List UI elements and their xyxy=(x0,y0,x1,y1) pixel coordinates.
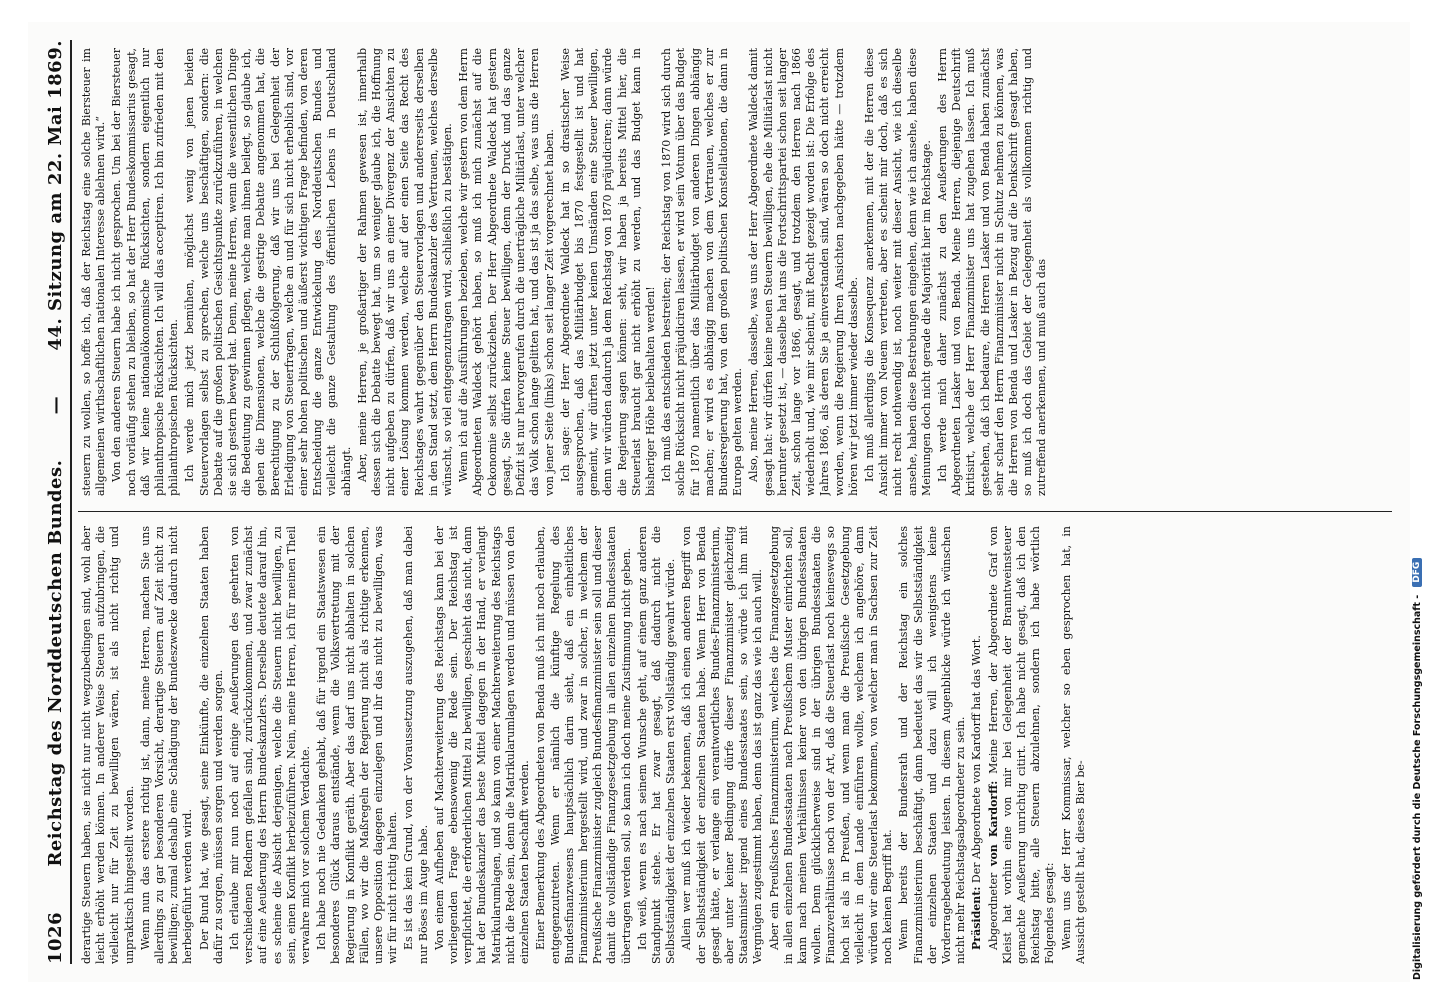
right-paragraph: Ich werde mich jetzt bemühen, möglichst wenig von jenen beiden Steuervorlagen selbst zu sprechen, welche uns beschäftigen, sondern: die Debatte auf die großen politischen Gesichtspunkte zurückzuführen, in welchen sie sich gestern bewegt hat. Denn, meine Herren, wenn die wesentlichen Dinge die Bedeutung zu gewinnen pflegen, welche man ihnen beilegt, so glaube ich, gehen die Dimensionen, welche die gestrige Debatte angenommen hat, die Berechtigung zu der Schlußfolgerung, daß wir uns bei Gelegenheit der Erledigung von Steuerfragen, welche an und für sich nicht erheblich sind, vor einer sehr hohen politischen und äußerst wichtigen Frage befinden, von deren Entscheidung die ganze Entwickelung des Norddeutschen Bundes und vielleicht die ganze Gestaltung des öffentlichen Lebens in Deutschland abhängt. xyxy=(183,48,353,496)
left-paragraph: Von einem Aufheben auf Machterweiterung des Reichstags kann bei der vorliegenden Frage ebensowenig die Rede sein. Der Reichstag ist verpflichtet, die erforderlichen Mittel zu bewilligen, geschieht das nicht, dann hat der Bundeskanzler das beste Mittel dagegen in der Hand, er verlangt Matrikularumlagen, und so kann von einer Machterweiterung des Reichstags nicht die Rede sein, denn die Matrikularumlagen werden und müssen von den einzelnen Staaten beschafft werden. xyxy=(432,526,532,964)
scanned-page xyxy=(28,22,1410,982)
right-paragraph: Aber, meine Herren, je großartiger der Rahmen gewesen ist, innerhalb dessen sich die Debatte bewegt hat, um so weniger glaube ich, die Hoffnung nicht aufgeben zu dürfen, daß wir uns an einer Divergenz der Ansichten zu einer Lösung kommen werden, welche auf der einen Seite das Recht des Reichstages wahrt gegenüber den Steuervorlagen und andererseits derselben in den Stand setzt, dem Herrn Bundeskanzler des Vertrauen, welches derselbe wünscht, so viel entgegenzutragen wird, schließlich zu bestätigen. xyxy=(355,48,455,496)
digitization-credit-text xyxy=(1410,20,1424,980)
president-text: Der Abgeordnete von Kardorff hat das Wort. xyxy=(970,635,984,884)
left-paragraph: derartige Steuern haben, sie nicht nur nicht wegzubedingen sind, wohl aber leicht erhöht werden können. In anderer Weise Steuern aufzubringen, die vielleicht nur für Zeit zu bewilligen wären, ist als nicht richtig und unpraktisch hingestellt worden. xyxy=(80,526,136,964)
left-closing-paragraph: Wenn uns der Herr Kommissar, welcher so eben gesprochen hat, in Aussicht gestellt hat, dieses Bier be- xyxy=(1059,526,1087,964)
right-paragraph: Von den anderen Steuern habe ich nicht gesprochen. Um bei der Biersteuer noch vorläufig stehen zu bleiben, so hat der Herr Bundeskommissarius gesagt, daß wir keine nationalökonomische Rücksichten, sondern eigentlich nur philanthropische Rücksichten. Ich will das acceptiren. Ich bin zufrieden mit den philanthropischen Rücksichten. xyxy=(110,48,181,496)
digitization-credit xyxy=(1410,20,1424,980)
left-paragraph: Ich erlaube mir nun noch auf einige Aeußerungen des geehrten von verschiedenen Rednern gefallen sind, zurückzukommen, und zwar zunächst auf eine Aeußerung des Herrn Bundeskanzlers. Derselbe deutete darauf hin, es scheine die Absicht derjenigen, welche die Steuern nicht bewilligen, zu sein, einen Konflikt herbeizuführen. Nein, meine Herren, ich für meinen Theil verwahre mich vor solchem Verdachte. xyxy=(228,526,313,964)
right-paragraph: steuern zu wollen, so hoffe ich, daß der Reichstag eine solche Biersteuer im allgemeinen wirthschaftlichen nationalen Interesse ablehnen wird.“ xyxy=(80,48,108,496)
left-paragraph: Der Bund hat, wie gesagt, seine Einkünfte, die einzelnen Staaten haben dafür zu sorgen, müssen sorgen und werden sorgen. xyxy=(197,526,225,964)
credit-text: Digitalisierung gefördert durch die Deutsche Forschungsgemeinschaft - xyxy=(1411,594,1423,980)
right-paragraph: Wenn ich auf die Ausführungen bezieben, welche wir gestern von dem Herrn Abgeordneten Waldeck gehört haben, so muß ich mich zunächst auf die Oekonomie selbst zurückziehen. Der Herr Abgeordnete Waldeck hat gestern gesagt, Sie dürfen keine Steuer bewilligen, denn der Druck und das ganze Defizit ist nur hervorgerufen durch die unerträgliche Militärlast, unter welcher das Volk schon lange gelitten hat, und das ist ja das selbe, was uns die Herren von jener Seite (links) schon seit langer Zeit vorgerechnet haben. xyxy=(457,48,556,496)
left-paragraph: Einer Bemerkung des Abgeordneten von Benda muß ich mit noch erlauben, entgegenzutreten. Wenn er nämlich die künftige Regelung des Bundesfinanzwesens hauptsächlich darin sieht, daß ein einheitliches Finanzministerium hergestellt wird, und zwar in solcher, in welchem der Preußische Finanzminister zugleich Bundesfinanzminister sein soll und dieser damit die vollständige Finanzgesetzgebung in allen einzelnen Bundesstaaten übertragen werden soll, so kann ich doch meine Zustimmung nicht geben. xyxy=(534,526,633,964)
right-paragraph: Ich sage: der Herr Abgeordnete Waldeck hat in so drastischer Weise ausgesprochen, daß das Militärbudget bis 1870 festgestellt ist und hat gemeint, wir dürften jetzt unter keinen Umständen eine Steuer bewilligen, denn wir würden dadurch ja dem Reichstag von 1870 präjudiciren; dann würde die Regierung sagen können: seht, wir haben ja bereits Mittel hier, die Steuerlast braucht gar nicht erhöht zu werden, und das Budget kann in bisheriger Höhe beibehalten werden! xyxy=(558,48,657,496)
right-paragraph: Also, meine Herren, dasselbe, was uns der Herr Abgeordnete Waldeck damit gesagt hat: wir dürfen keine neuen Steuern bewilligen, ehe die Militärlast nicht herunter gesetzt ist, — dasselbe hat uns die Fortschrittspartei schon seit langer Zeit, schon lange vor 1866, gesagt, und trotzdem den Herren nach 1866 wiederholt und, wie mir scheint, mit Recht gezeigt worden ist: Die Erfolge des Jahres 1866, als deren Sie ja einverstanden sind, wären so doch nicht erreicht worden, wenn die Regierung Ihren Ansichten nachgegeben hätte — trotzdem hören wir jetzt immer wieder dasselbe. xyxy=(747,48,860,496)
left-paragraph: Aber ein Preußisches Finanzministerium, welches die Finanzgesetzgebung in allen einzelnen Bundesstaaten nach Preußischem Muster einrichten soll, kann nach meinen Verhältnissen keiner von den übrigen Bundesstaaten wollen. Denn glücklicherweise sind in der übrigen Bundesstaaten die Finanzverhältnisse noch von der Art, daß die Steuerlast noch keineswegs so hoch ist als in Preußen, und wenn man die Preußische Gesetzgebung vielleicht in dem Lande einführen wollte, welchem ich angehöre, dann würden wir eine Steuerlast bekommen, von welcher man in Sachsen zur Zeit noch keinen Begriff hat. xyxy=(767,526,895,964)
speaker-name: von Kardorff: xyxy=(986,780,1000,866)
right-running-title: 44. Sitzung am 22. Mai 1869. xyxy=(44,40,66,351)
speaker-statement xyxy=(987,526,1058,964)
left-column xyxy=(80,526,1392,964)
speaker-text: Meine Herren, der Abgeordnete Graf von Kleist hat vorhin eine von mir bei Gelegenheit der Branntweinsteuer gemachte Aeußerung unrichtig citirt. Ich habe nicht gesagt, daß ich den Reichstag bitte, alle Steuern abzulehnen, sondern ich habe wörtlich Folgendes gesagt: xyxy=(986,526,1057,964)
right-paragraph: Ich werde mich daher zunächst zu den Aeußerungen des Herrn Abgeordneten Lasker und von Benda. Meine Herren, diejenige Deutschrift kritisirt, welche der Herr Finanzminister uns hat zugehen lassen. Ich muß gestehen, daß ich bedaure, die Herren Lasker und von Benda haben zunächst sehr scharf den Herrn Finanzminister nicht in Schutz nehmen zu können, was die Herren von Benda und Lasker in Bezug auf die Denkschrift gesagt haben, so muß ich doch das Gebiet der Gelegenheit als vollkommen richtig und zutreffend anerkennen, und muß auch das xyxy=(935,48,1049,496)
right-paragraph: Ich muß das entschieden bestreiten; der Reichstag von 1870 wird sich durch solche Rücksicht nicht präjudiciren lassen, er wird sein Votum über das Budget für 1870 namentlich über das Militärbudget von anderen Dingen abhängig machen; er wird es abhängig machen von dem Vertrauen, welches er zur Bundesregierung hat, von den großen politischen Konstellationen, die dann in Europa gelten werden. xyxy=(660,48,745,496)
dfg-logo: DFG xyxy=(1412,558,1422,587)
left-running-title: Reichstag des Norddeutschen Bundes. xyxy=(44,459,66,867)
right-column xyxy=(80,48,1392,496)
header-separator: — xyxy=(44,395,66,415)
left-paragraph: Ich weiß, wenn es nach seinem Wunsche geht, auf einem ganz anderen Standpunkt stehe. Er hat zwar gesagt, daß dadurch nicht die Selbstständigkeit der einzelnen Staaten erst vollständig gewahrt würde. xyxy=(635,526,678,964)
left-paragraph: Wenn bereits der Bundesrath und der Reichstag ein solches Finanzministerium beschäftigt, dann bedeutet das wir die Selbstständigkeit der einzelnen Staaten und dazu will ich wenigstens keine Vorderragebedeutung leisten. In diesem Augenblicke würde ich wünschen nicht mehr Reichstagsabgeordneter zu sein. xyxy=(897,526,968,964)
president-statement xyxy=(970,526,984,964)
left-paragraph: Wenn nun das erstere richtig ist, dann, meine Herren, machen Sie uns allerdings zu gar besonderen Vorsicht, derartige Steuern auf Zeit nicht zu bewilligen; zumal deshalb eine Schädigung der Bundeszwecke dadurch nicht herbeigeführt werden wird. xyxy=(138,526,195,964)
left-paragraph: Allein wer muß ich wieder bekennen, daß ich einen anderen Begriff von der Selbstständigkeit der einzelnen Staaten habe. Wenn Herr von Benda gesagt hätte, er verlange ein verantwortliches Bundes-Finanzministerium, aber unter keiner Bedingung dürfe dieser Finanzminister gleichzeitig Staatsminister irgend eines Bundesstaates sein, so würde ich ihm mit Vergnügen zugestimmt haben, denn das ist ganz das wie ich auch will. xyxy=(680,526,765,964)
rotated-page-content xyxy=(28,22,1410,982)
speaker-intro: Abgeordneter xyxy=(986,872,1000,950)
left-paragraph: Ich habe noch nie Gedanken gehabt, daß für irgend ein Staatswesen ein besonderes Glück daraus entstände, wenn die Volksvertretung mit der Regierung in Konflikt geräth. Aber das darf uns nicht abhalten in solchen Fällen, wo wir die Maßregeln der Regierung nicht als richtige erkennen, unsere Opposition dagegen einzulegen und ihr das nicht zu bewilligen, was wir für nicht richtig halten. xyxy=(315,526,400,964)
page-header xyxy=(40,40,72,964)
left-paragraph: Es ist das kein Grund, von der Voraussetzung auszugehen, daß man dabei nur Böses im Auge habe. xyxy=(402,526,430,964)
page-number: 1026 xyxy=(44,911,66,964)
president-label: Präsident: xyxy=(970,886,984,950)
column-divider xyxy=(78,511,1392,512)
right-paragraph: Ich muß allerdings die Konsequenz anerkennen, mit der die Herren diese Ansicht immer von Neuem vertreten, aber es scheint mir doch, daß es sich nicht recht nothwendig ist, noch weiter mit dieser Ansicht, wie ich dieselbe ansehe, haben diese Bestrebungen eingehen, denn wie ich ansehe, haben diese Meinungen doch nicht gerade die Majorität hier im Reichstage. xyxy=(862,48,933,496)
